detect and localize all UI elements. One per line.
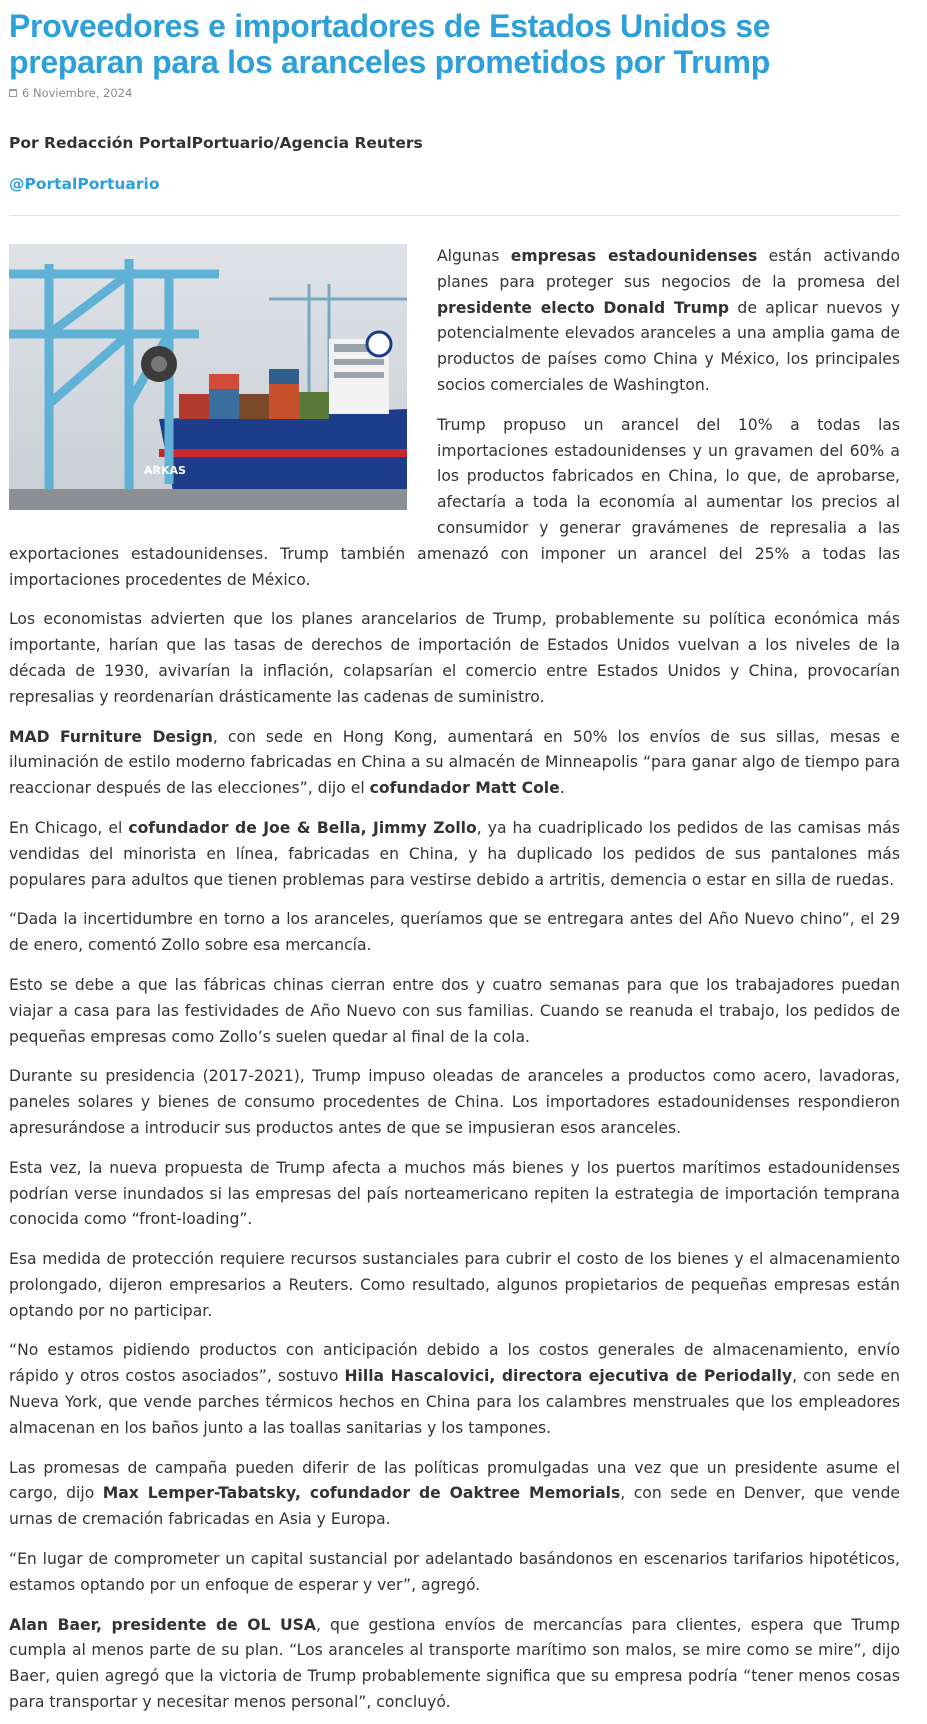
byline: Por Redacción PortalPortuario/Agencia Reuters: [9, 134, 423, 152]
paragraph-14: Alan Baer, presidente de OL USA, que gestiona envíos de mercancías para clientes, espera que Trump cumpla al menos parte de su plan. “Los aranceles al transporte marítimo son malos, se mire como se mire”, dijo Baer, quien agregó que la victoria de Trump probablemente significa que su empresa podría “tener menos cosas para transportar y necesitar menos personal”, concluyó.: [9, 1615, 900, 1712]
twitter-handle-link[interactable]: @PortalPortuario: [9, 175, 160, 193]
port-cranes-photo: [9, 244, 407, 510]
article-body: [9, 244, 900, 1716]
paragraph-9: Esta vez, la nueva propuesta de Trump afecta a muchos más bienes y los puertos marítimos estadounidenses podrían verse inundados si las empresas del país norteamericano repiten la estrategia de importación temprana conocida como “front-loading”.: [9, 1158, 900, 1229]
paragraph-2: Trump propuso un arancel del 10% a todas las importaciones estadounidenses y un gravamen del 60% a los productos fabricados en China, lo que, de aprobarse, afectaría a toda la economía al aumentar los precios al consumidor y generar gravámenes de represalia a las exportaciones estadounidenses. Trump también amenazó con imponer un arancel del 25% a todas las importaciones procedentes de México.: [9, 415, 900, 589]
article-date: [9, 86, 900, 100]
paragraph-8: Durante su presidencia (2017-2021), Trump impuso oleadas de aranceles a productos como acero, lavadoras, paneles solares y bienes de consumo procedentes de China. Los importadores estadounidenses respondieron apresurándose a introducir sus productos antes de que se impusieran esos aranceles.: [9, 1067, 900, 1137]
paragraph-5: En Chicago, el cofundador de Joe & Bella, Jimmy Zollo, ya ha cuadriplicado los pedidos de las camisas más vendidas del minorista en línea, fabricadas en China, y ha duplicado los pedidos de sus pantalones más populares para adultos que tienen problemas para vestirse debido a artritis, demencia o estar en silla de ruedas.: [9, 818, 900, 889]
paragraph-7: Esto se debe a que las fábricas chinas cierran entre dos y cuatro semanas para que los trabajadores puedan viajar a casa para las festividades de Año Nuevo con sus familias. Cuando se reanuda el trabajo, los pedidos de pequeñas empresas como Zollo’s suelen quedar al final de la cola.: [9, 975, 900, 1046]
paragraph-4: MAD Furniture Design, con sede en Hong Kong, aumentará en 50% los envíos de sus sillas, mesas e iluminación de estilo moderno fabricadas en China a su almacén de Minneapolis “para ganar algo de tiempo para reaccionar después de las elecciones”, dijo el cofundador Matt Cole.: [9, 727, 901, 798]
article-title: Proveedores e importadores de Estados Unidos se preparan para los aranceles prometidos por Trump: [9, 8, 771, 80]
divider: [9, 215, 900, 216]
paragraph-3: Los economistas advierten que los planes arancelarios de Trump, probablemente su política económica más importante, harían que las tasas de derechos de importación de Estados Unidos vuelvan a los niveles de la década de 1930, avivarían la inflación, colapsarían el comercio entre Estados Unidos y China, provocarían represalias y reordenarían drásticamente las cadenas de suministro.: [9, 610, 900, 706]
paragraph-11: “No estamos pidiendo productos con anticipación debido a los costos generales de almacenamiento, envío rápido y otros costos asociados”, sostuvo Hilla Hascalovici, directora ejecutiva de Periodally, con sede en Nueva York, que vende parches térmicos hechos en China para los calambres menstruales que los empleadores almacenan en los baños junto a las toallas sanitarias y los tampones.: [9, 1341, 900, 1437]
paragraph-10: Esa medida de protección requiere recursos sustanciales para cubrir el costo de los bienes y el almacenamiento prolongado, dijeron empresarios a Reuters. Como resultado, algunos propietarios de pequeñas empresas están optando por no participar.: [9, 1250, 900, 1320]
ship-name-text: ARKAS: [144, 464, 186, 477]
paragraph-1: Algunas empresas estadounidenses están activando planes para proteger sus negocios de la promesa del presidente electo Donald Trump de aplicar nuevos y potencialmente elevados aranceles a una amplia gama de productos de países como China y México, los principales socios comerciales de Washington.: [437, 247, 900, 394]
date-text: 6 Noviembre, 2024: [22, 86, 133, 100]
paragraph-13: “En lugar de comprometer un capital sustancial por adelantado basándonos en escenarios tarifarios hipotéticos, estamos optando por un enfoque de esperar y ver”, agregó.: [9, 1550, 900, 1594]
calendar-icon: [9, 89, 17, 97]
paragraph-6: “Dada la incertidumbre en torno a los aranceles, queríamos que se entregara antes del Año Nuevo chino”, el 29 de enero, comentó Zollo sobre esa mercancía.: [9, 910, 900, 955]
paragraph-12: Las promesas de campaña pueden diferir de las políticas promulgadas una vez que un presidente asume el cargo, dijo Max Lemper-Tabatsky, cofundador de Oaktree Memorials, con sede en Denver, que vende urnas de cremación fabricadas en Asia y Europa.: [9, 1458, 900, 1529]
